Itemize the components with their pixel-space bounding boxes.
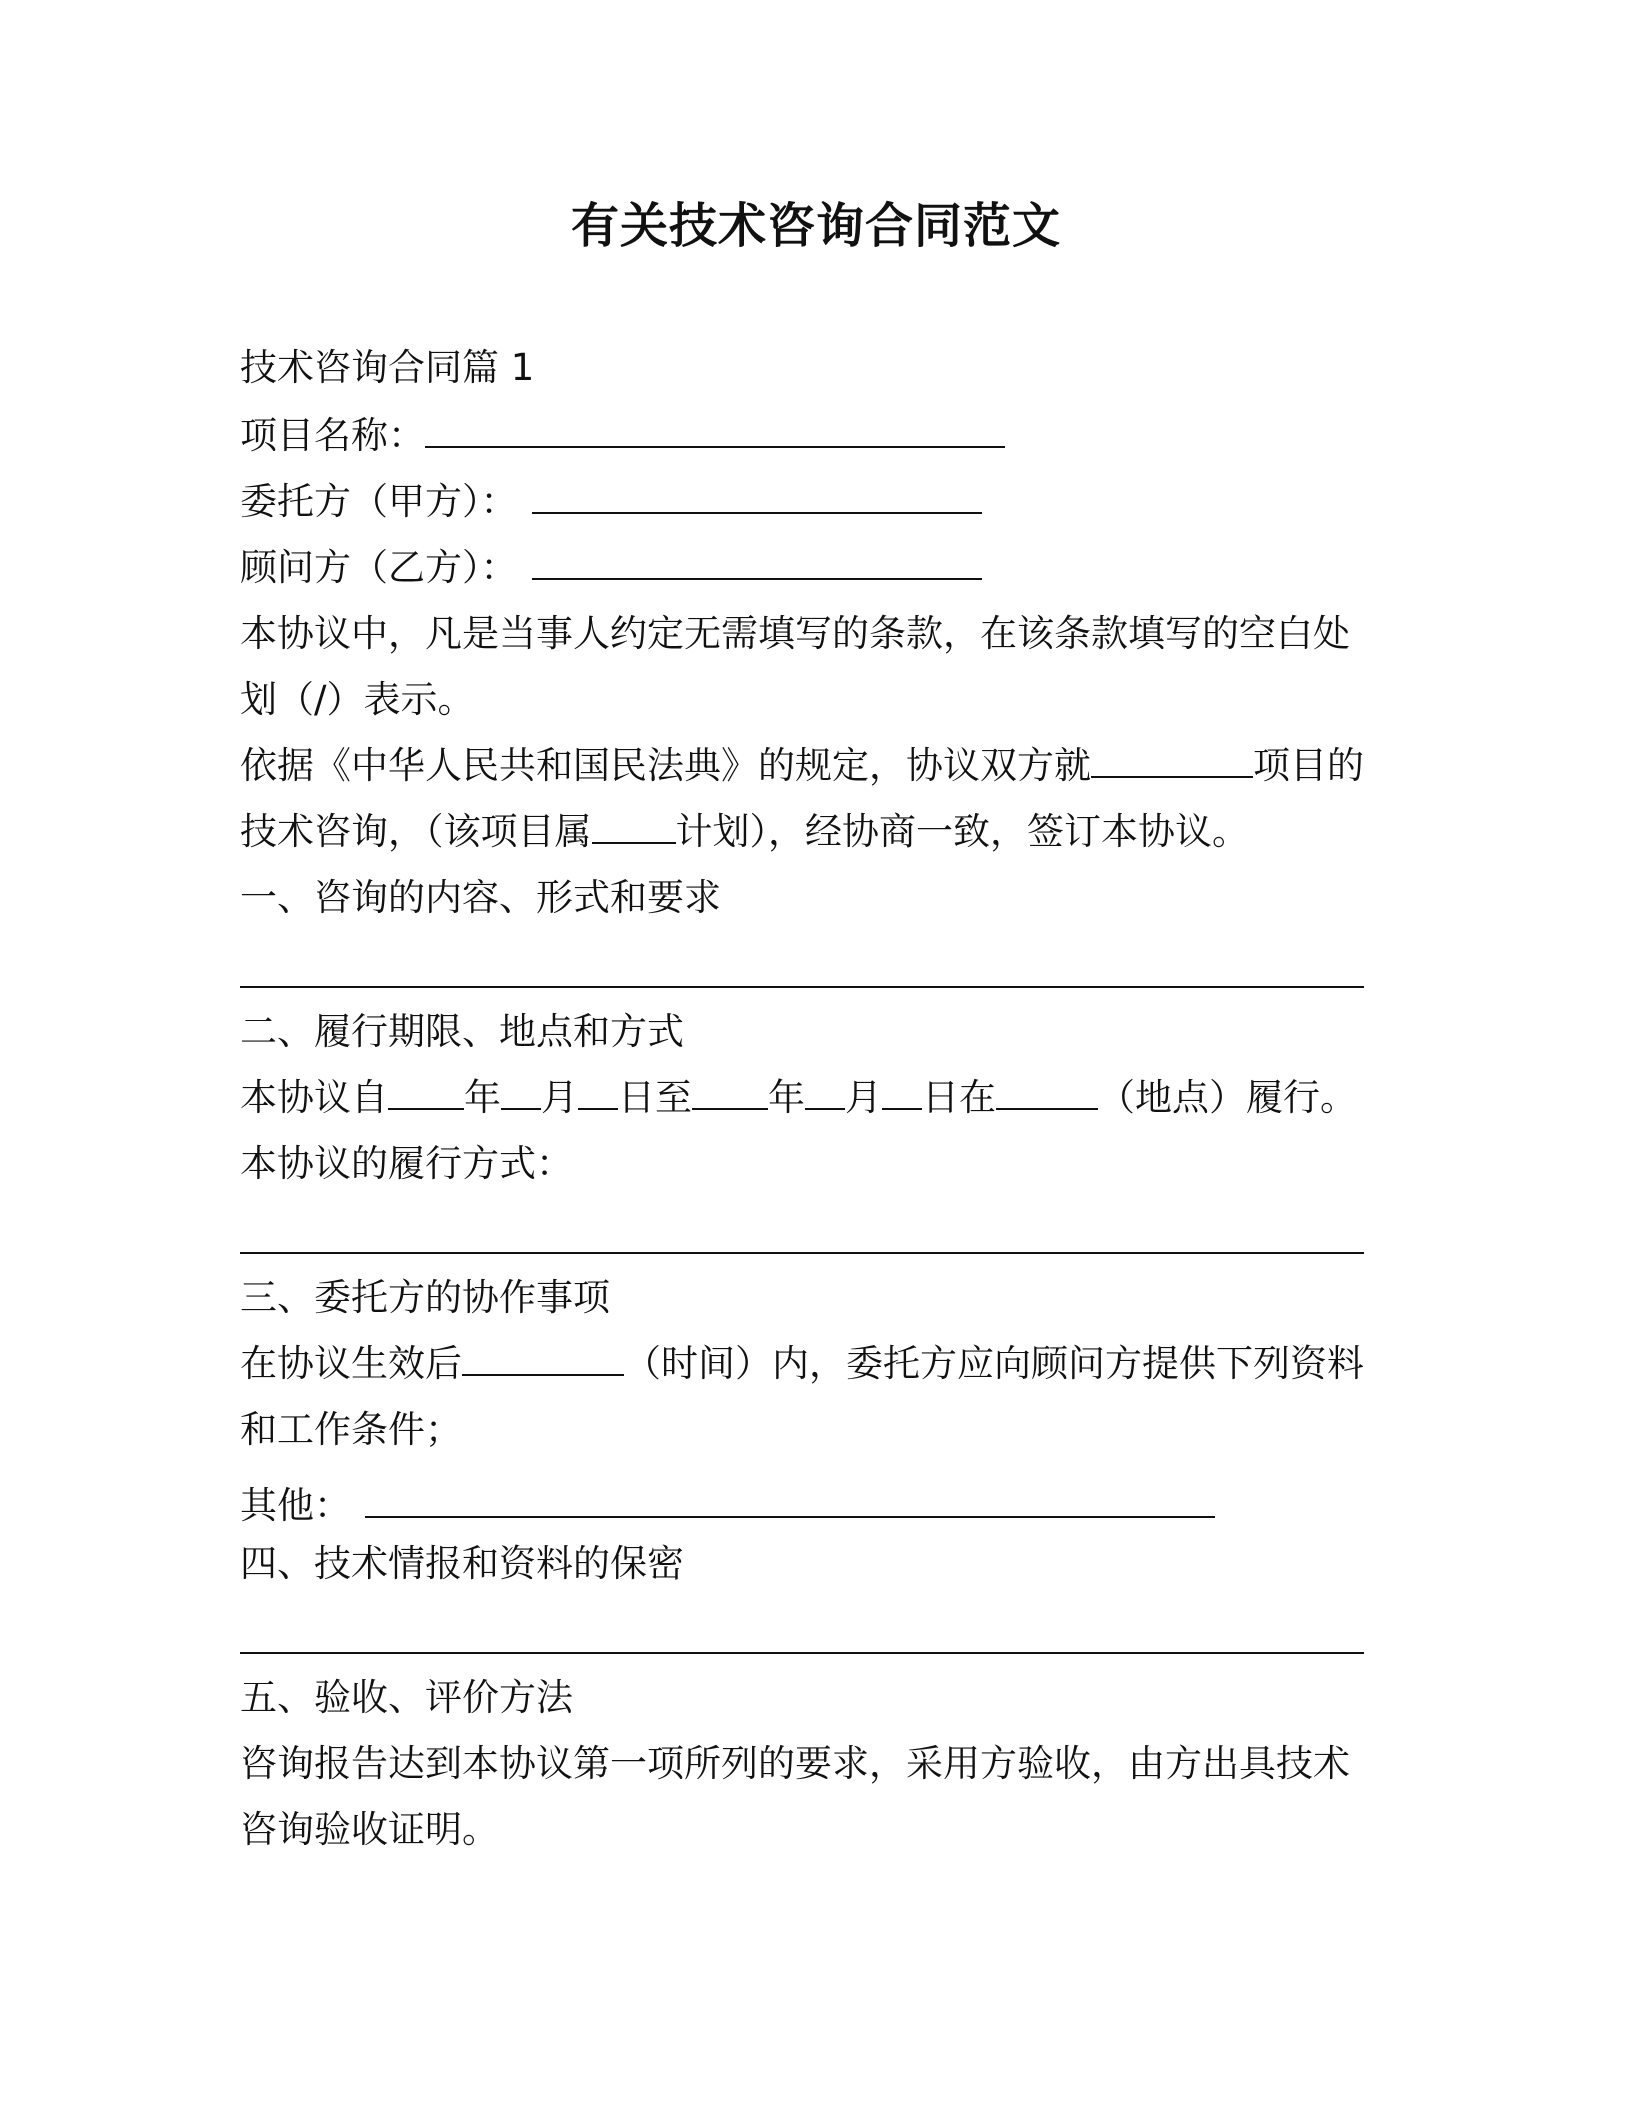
- period-day1-label: 日至: [618, 1076, 692, 1119]
- manner-line: 本协议的履行方式：: [240, 1142, 573, 1185]
- document-title: 有关技术咨询合同范文: [570, 198, 1061, 254]
- period-day1-blank: [578, 1074, 618, 1110]
- section-title: 技术咨询合同篇 1: [240, 346, 535, 389]
- period-line: [240, 1074, 1357, 1122]
- basis-plan-blank: [592, 808, 676, 844]
- period-day2-label: 日在: [922, 1076, 996, 1119]
- basis-line-1: [240, 742, 1364, 790]
- basis-text-1a: 依据《中华人民共和国民法典》的规定，协议双方就: [240, 744, 1091, 787]
- heading-2: 二、履行期限、地点和方式: [240, 1010, 684, 1053]
- project-name-blank: [425, 412, 1005, 448]
- period-month2-blank: [805, 1074, 845, 1110]
- period-text-start: 本协议自: [240, 1076, 388, 1119]
- other-blank: [365, 1482, 1215, 1518]
- basis-text-2a: 技术咨询，（该项目属: [240, 810, 592, 853]
- project-name-label: 项目名称：: [240, 414, 425, 457]
- basis-project-blank: [1091, 742, 1253, 778]
- period-month2-label: 月: [845, 1076, 882, 1119]
- accept-line-1: 咨询报告达到本协议第一项所列的要求，采用方验收，由方出具技术: [240, 1742, 1350, 1785]
- basis-text-2b: 计划），经协商一致，签订本协议。: [675, 810, 1249, 853]
- coop-time-blank: [462, 1340, 624, 1376]
- period-day2-blank: [882, 1074, 922, 1110]
- period-month1-blank: [501, 1074, 541, 1110]
- accept-line-2: 咨询验收证明。: [240, 1808, 499, 1851]
- other-line: [240, 1482, 1215, 1530]
- coop-line-2: 和工作条件；: [240, 1408, 462, 1451]
- confidential-blank-rule: [240, 1652, 1364, 1654]
- basis-line-2: [240, 808, 1249, 856]
- period-place-label: （地点）履行。: [1098, 1076, 1357, 1119]
- client-line: [240, 478, 982, 526]
- period-year2-label: 年: [768, 1076, 805, 1119]
- heading-3: 三、委托方的协作事项: [240, 1276, 610, 1319]
- period-year1-blank: [388, 1074, 464, 1110]
- content-blank-rule: [240, 986, 1364, 988]
- client-blank: [532, 478, 982, 514]
- coop-text-1b: （时间）内，委托方应向顾问方提供下列资料: [624, 1342, 1364, 1385]
- client-label: 委托方（甲方）：: [240, 480, 518, 523]
- heading-5: 五、验收、评价方法: [240, 1676, 573, 1719]
- heading-4: 四、技术情报和资料的保密: [240, 1542, 684, 1585]
- note-line-1: 本协议中，凡是当事人约定无需填写的条款，在该条款填写的空白处: [240, 612, 1350, 655]
- project-name-line: [240, 412, 1005, 460]
- period-month1-label: 月: [541, 1076, 578, 1119]
- period-year2-blank: [692, 1074, 768, 1110]
- other-label: 其他：: [240, 1484, 351, 1527]
- consultant-line: [240, 544, 982, 592]
- coop-text-1a: 在协议生效后: [240, 1342, 462, 1385]
- period-place-blank: [996, 1074, 1098, 1110]
- note-line-2: 划（/）表示。: [240, 678, 475, 721]
- consultant-label: 顾问方（乙方）：: [240, 546, 518, 589]
- period-year1-label: 年: [464, 1076, 501, 1119]
- consultant-blank: [532, 544, 982, 580]
- coop-line-1: [240, 1340, 1364, 1388]
- manner-blank-rule: [240, 1252, 1364, 1254]
- basis-text-1b: 项目的: [1253, 744, 1364, 787]
- heading-1: 一、咨询的内容、形式和要求: [240, 876, 721, 919]
